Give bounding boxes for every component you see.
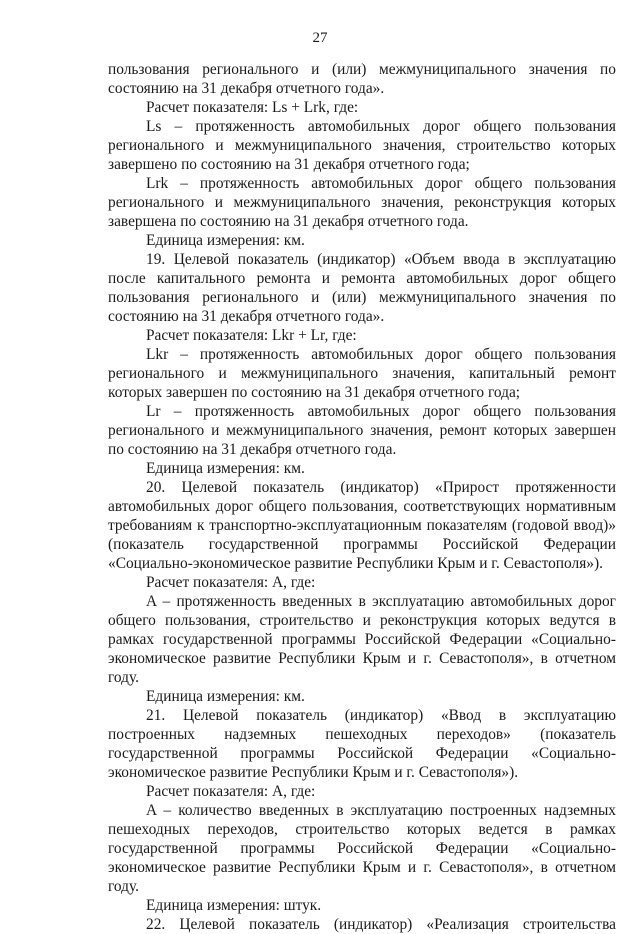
paragraph: A – протяженность введенных в эксплуатацию автомобильных дорог общего пользования, строительство и реконструкция которых ведутся в рамках государственной программы Российской Федерации «Социально-экономическое развитие Республики Крым и г. Севастополя», в отчетном году.	[108, 593, 616, 686]
paragraph: 19. Целевой показатель (индикатор) «Объем ввода в эксплуатацию после капитального ремонта и ремонта автомобильных дорог общего пользования регионального и (или) межмуниципального значения по состоянию на 31 декабря отчетного года».	[108, 251, 616, 325]
paragraph: Единица измерения: км.	[146, 232, 305, 249]
paragraph: 21. Целевой показатель (индикатор) «Ввод в эксплуатацию построенных надземных пешеходных переходов» (показатель государственной программы Российской Федерации «Социально-экономическое развитие Республики Крым и г. Севастополя»).	[108, 707, 616, 781]
paragraph: Расчет показателя: Ls + Lrk, где:	[146, 99, 359, 116]
paragraph: Единица измерения: км.	[146, 460, 305, 477]
paragraph: 22. Целевой показатель (индикатор) «Реализация строительства	[146, 916, 616, 933]
paragraph: Расчет показателя: Lkr + Lr, где:	[146, 327, 357, 344]
paragraph: Lr – протяженность автомобильных дорог общего пользования регионального и межмуниципального значения, ремонт которых завершен по состоянию на 31 декабря отчетного года.	[108, 403, 616, 458]
paragraph: пользования регионального и (или) межмуниципального значения по состоянию на 31 декабря отчетного года».	[108, 61, 616, 97]
paragraph: Lkr – протяженность автомобильных дорог общего пользования регионального и межмуниципального значения, капитальный ремонт которых завершен по состоянию на 31 декабря отчетного года;	[108, 346, 616, 401]
page-number: 27	[312, 30, 328, 46]
paragraph: A – количество введенных в эксплуатацию построенных надземных пешеходных переходов, строительство которых ведется в рамках государственной программы Российской Федерации «Социально-экономическое развитие Республики Крым и г. Севастополя», в отчетном году.	[108, 802, 616, 895]
paragraph: 20. Целевой показатель (индикатор) «Прирост протяженности автомобильных дорог общего пользования, соответствующих нормативным требованиям к транспортно-эксплуатационным показателям (годовой ввод)» (показатель государственной программы Российской Федерации «Социально-экономическое развитие Республики Крым и г. Севастополя»).	[108, 479, 616, 572]
paragraph: Расчет показателя: A, где:	[146, 783, 316, 800]
paragraph: Расчет показателя: A, где:	[146, 574, 316, 591]
document-body	[108, 60, 616, 934]
paragraph: Единица измерения: штук.	[146, 897, 322, 914]
paragraph: Единица измерения: км.	[146, 688, 305, 705]
paragraph: Ls – протяженность автомобильных дорог общего пользования регионального и межмуниципального значения, строительство которых завершено по состоянию на 31 декабря отчетного года;	[108, 118, 616, 173]
paragraph: Lrk – протяженность автомобильных дорог общего пользования регионального и межмуниципального значения, реконструкция которых завершена по состоянию на 31 декабря отчетного года.	[108, 175, 616, 230]
